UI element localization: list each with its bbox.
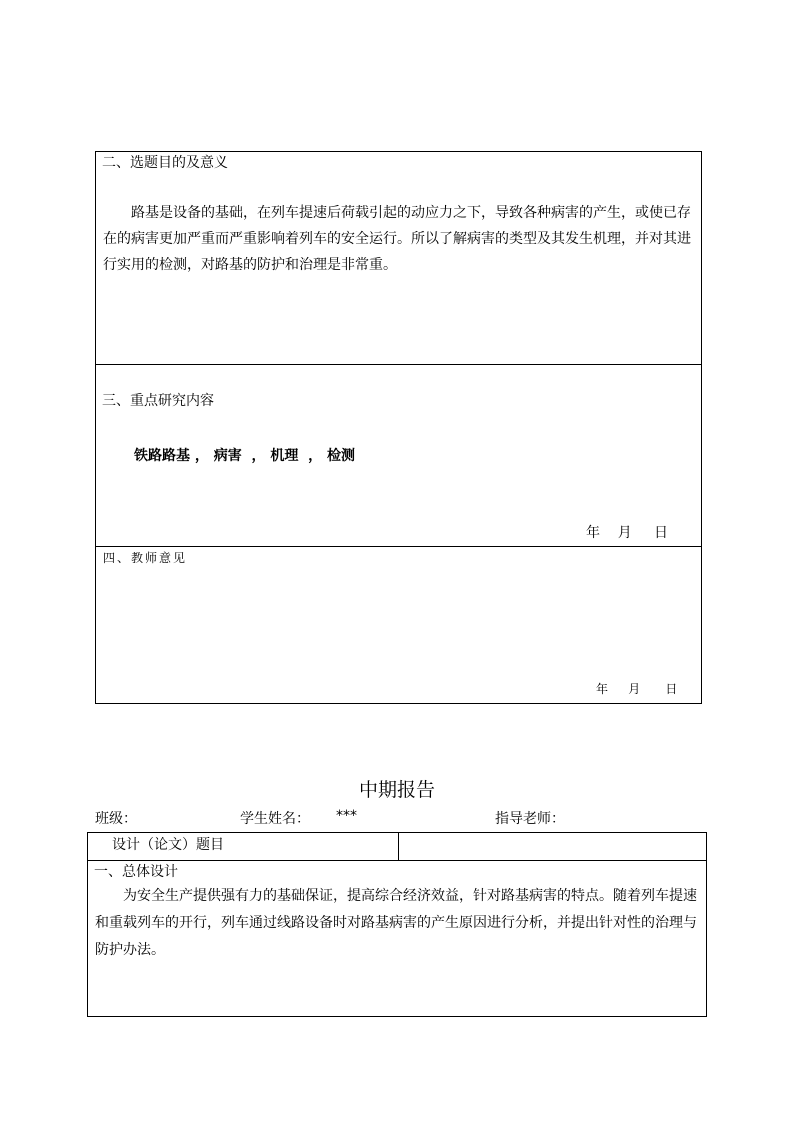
section2-heading: 二、选题目的及意义 — [102, 155, 228, 171]
row-divider — [95, 364, 702, 365]
row-divider — [87, 860, 707, 861]
column-divider — [398, 832, 399, 860]
class-label: 班级： — [95, 811, 137, 827]
section3-date: 年 月 日 — [586, 525, 669, 541]
section3-keywords: 铁路路基 ， 病害 ， 机理 ， 检测 — [134, 448, 355, 464]
row-divider — [95, 546, 702, 547]
section4-date: 年 月 日 — [596, 682, 679, 696]
student-name-label: 学生姓名： — [240, 811, 310, 827]
section4-heading: 四、教师意见 — [103, 551, 188, 565]
student-name-value: *** — [336, 808, 357, 824]
advisor-label: 指导老师： — [495, 811, 565, 827]
topic-label: 设计（论文）题目 — [112, 837, 224, 853]
design-heading: 一、总体设计 — [94, 864, 178, 880]
section3-heading: 三、重点研究内容 — [102, 393, 214, 409]
section2-paragraph: 路基是设备的基础，在列车提速后荷载引起的动应力之下，导致各种病害的产生，或使已存在的病害更加严重而严重影响着列车的安全运行。所以了解病害的类型及其发生机理，并对其进行实用的检测，对路基的防护和治理是非常重。 — [103, 205, 691, 273]
midterm-title: 中期报告 — [358, 779, 435, 801]
design-paragraph: 为安全生产提供强有力的基础保证，提高综合经济效益，针对路基病害的特点。随着列车提速和重载列车的开行，列车通过线路设备时对路基病害的产生原因进行分析，并提出针对性的治理与防护办法。 — [95, 888, 697, 958]
